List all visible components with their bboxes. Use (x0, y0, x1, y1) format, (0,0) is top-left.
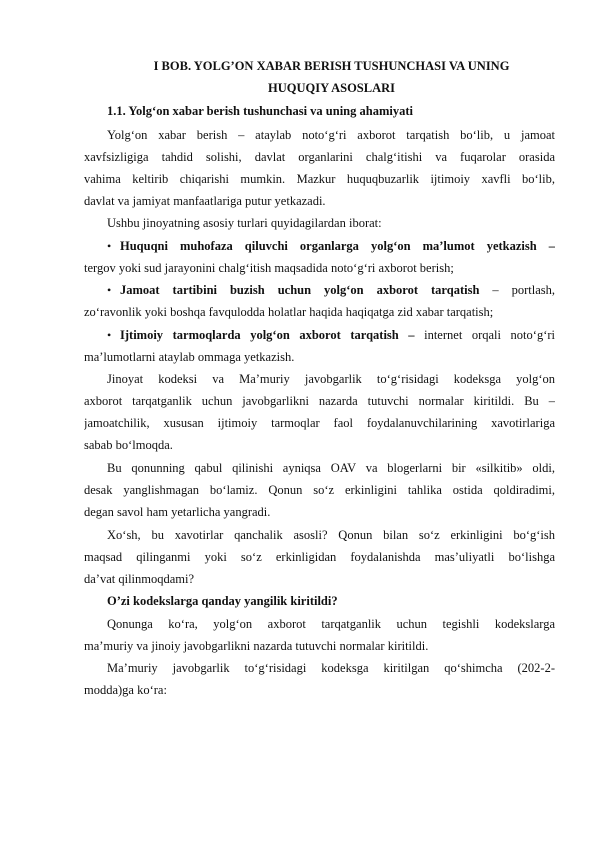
bullet-dot-icon: • (107, 283, 112, 297)
bullet-3-line-1 (120, 324, 555, 346)
subheading: O’zi kodekslarga qanday yangilik kiritildi? (107, 594, 338, 608)
bullet-3-rest-text: internet orqali noto‘g‘ri (424, 328, 555, 342)
section-heading: 1.1. Yolg‘on xabar berish tushunchasi va uning ahamiyati (107, 104, 413, 118)
bullet-2-rest-text: – portlash, (492, 283, 555, 297)
chapter-title-line-2: HUQUQIY ASOSLARI (268, 81, 395, 95)
paragraph-3-line-3: jamoatchilik, xususan ijtimoiy tarmoqlar faol foydalanuvchilarining xavotirlariga (84, 416, 555, 430)
paragraph-1-line-1: Yolg‘on xabar berish – ataylab noto‘g‘ri axborot tarqatish bo‘lib, u jamoat (107, 128, 555, 142)
bullet-2-line-1 (120, 279, 555, 301)
paragraph-5-line-3: da’vat qilinmoqdami? (84, 572, 195, 586)
paragraph-5-line-1: Xo‘sh, bu xavotirlar qanchalik asosli? Qonun bilan so‘z erkinligini bo‘g‘ish (107, 528, 555, 542)
paragraph-3-line-1: Jinoyat kodeksi va Ma’muriy javobgarlik to‘g‘risidagi kodeksga yolg‘on (107, 372, 555, 386)
paragraph-5-line-2: maqsad qilinganmi yoki so‘z erkinligidan foydalanishda mas’uliyatli bo‘lishga (84, 550, 555, 564)
paragraph-1-line-2: xavfsizligiga tahdid solishi, davlat organlarini chalg‘itishi va fuqarolar orasida (84, 150, 555, 164)
paragraph-7-line-1: Ma’muriy javobgarlik to‘g‘risidagi kodeksga kiritilgan qo‘shimcha (202-2- (107, 661, 555, 675)
bullet-2-line-2: zo‘ravonlik yoki boshqa favqulodda holatlar haqida haqiqatga zid xabar tarqatish; (84, 305, 494, 319)
paragraph-4-line-3: degan savol ham yetarlicha yangradi. (84, 505, 271, 519)
bullet-dot-icon: • (107, 328, 112, 342)
bullet-dot-icon: • (107, 239, 112, 253)
paragraph-6-line-2: ma’muriy va jinoiy javobgarlikni nazarda tutuvchi normalar kiritildi. (84, 639, 429, 653)
bullet-3-line-2: ma’lumotlarni ataylab ommaga yetkazish. (84, 350, 295, 364)
bullet-1-line-2: tergov yoki sud jarayonini chalg‘itish maqsadida noto‘g‘ri axborot berish; (84, 261, 454, 275)
paragraph-6-line-1: Qonunga ko‘ra, yolg‘on axborot tarqatganlik uchun tegishli kodekslarga (107, 617, 555, 631)
paragraph-1-line-3: vahima keltirib chiqarishi mumkin. Mazkur huquqbuzarlik ijtimoiy xavfli bo‘lib, (84, 172, 555, 186)
paragraph-4-line-1: Bu qonunning qabul qilinishi ayniqsa OAV va blogerlarni bir «silkitib» oldi, (107, 461, 555, 475)
bullet-3-bold-text: Ijtimoiy tarmoqlarda yolg‘on axborot tarqatish – (120, 328, 415, 342)
chapter-title-line-1: I BOB. YOLG’ON XABAR BERISH TUSHUNCHASI VA UNING (153, 59, 510, 73)
bullet-2-bold-text: Jamoat tartibini buzish uchun yolg‘on axborot tarqatish (120, 283, 480, 297)
paragraph-3-line-4: sabab bo‘lmoqda. (84, 438, 173, 452)
paragraph-3-line-2: axborot tarqatganlik uchun javobgarlikni nazarda tutuvchi normalar kiritildi. Bu – (84, 394, 555, 408)
paragraph-7-line-2: modda)ga ko‘ra: (84, 683, 167, 697)
paragraph-1-line-4: davlat va jamiyat manfaatlariga putur yetkazadi. (84, 194, 326, 208)
bullet-1-line-1: Huquqni muhofaza qiluvchi organlarga yolg‘on ma’lumot yetkazish – (120, 239, 555, 253)
paragraph-4-line-2: desak yanglishmagan bo‘lamiz. Qonun so‘z erkinligini tahlika ostida qoldiradimi, (84, 483, 555, 497)
paragraph-2: Ushbu jinoyatning asosiy turlari quyidagilardan iborat: (107, 216, 382, 230)
